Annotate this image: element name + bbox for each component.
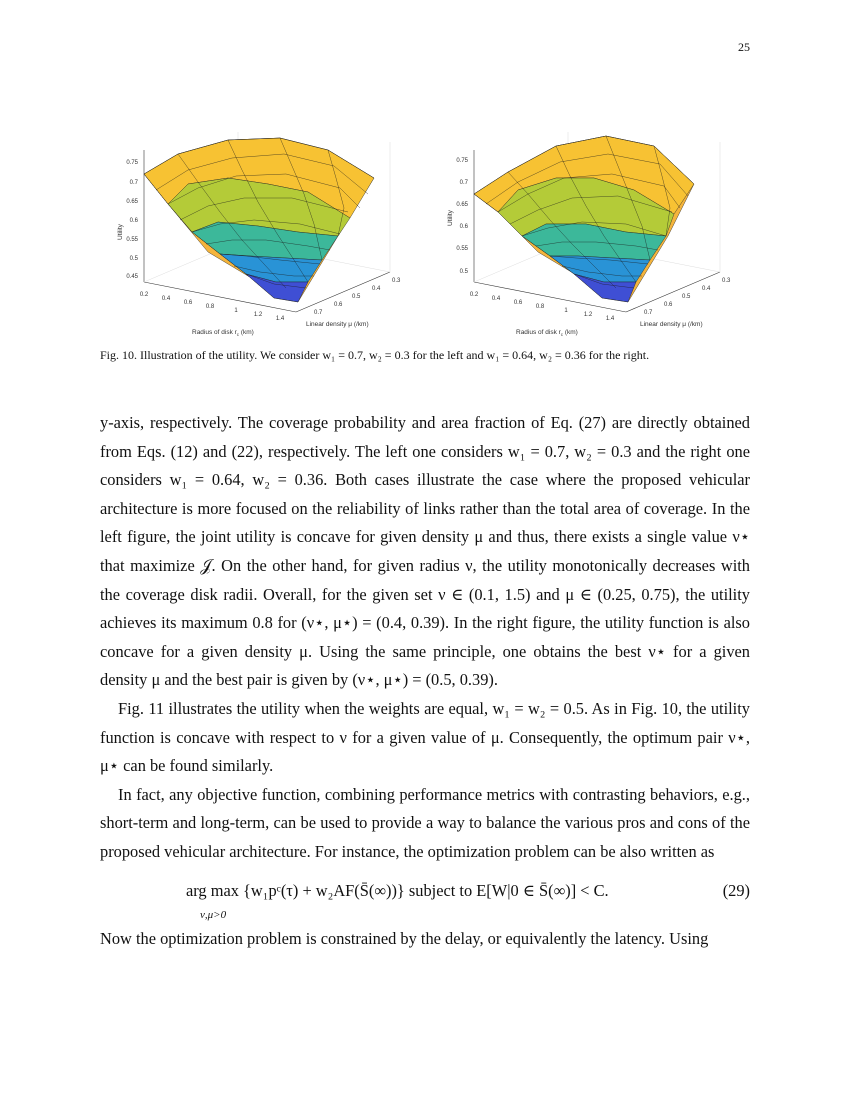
z-tick: 0.6 <box>129 218 138 224</box>
left-y-ticks <box>314 278 401 316</box>
right-surface <box>474 136 694 302</box>
x-tick: 0.4 <box>491 296 501 302</box>
x-tick: 1.2 <box>583 312 593 318</box>
equation-number: (29) <box>722 880 750 900</box>
x-tick: 0.6 <box>183 300 193 306</box>
y-tick: 0.5 <box>682 294 691 300</box>
left-surface <box>144 138 374 302</box>
y-tick: 0.3 <box>392 278 401 284</box>
x-tick: 0.4 <box>161 296 171 302</box>
z-tick: 0.55 <box>456 246 468 252</box>
left-plot-svg <box>108 132 428 344</box>
right-y-ticks <box>644 278 731 316</box>
x-tick: 1.4 <box>275 316 285 322</box>
y-tick: 0.3 <box>722 278 731 284</box>
y-tick: 0.7 <box>314 310 323 316</box>
body-text <box>100 409 750 953</box>
equation-29 <box>100 871 750 923</box>
equation-subscript: ν,μ>0 <box>200 908 227 921</box>
x-tick: 1.4 <box>605 316 615 322</box>
y-tick: 0.6 <box>664 302 673 308</box>
right-surface-plot <box>438 132 758 344</box>
x-tick: 0.6 <box>513 300 523 306</box>
right-plot-svg <box>438 132 758 344</box>
figure-10 <box>108 132 748 344</box>
right-y-label: Linear density μ (/km) <box>640 321 703 328</box>
z-tick: 0.65 <box>126 199 138 205</box>
right-z-label: Utility <box>447 210 454 226</box>
z-tick: 0.6 <box>459 224 468 230</box>
x-tick: 1 <box>564 308 568 314</box>
x-tick: 1 <box>234 308 238 314</box>
y-tick: 0.4 <box>372 286 381 292</box>
right-x-label: Radius of disk $r_c$ (km) <box>516 329 578 337</box>
paragraph: y-axis, respectively. The coverage probability and area fraction of Eq. (27) are directly obtained from Eqs. (12) and (22), respectively. The left one considers w₁ = 0.7, w₂ = 0.3 and the right one considers w₁ = 0.64, w₂ = 0.36. Both cases illustrate the case where the proposed vehicular architecture is more focused on the reliability of links rather than the total area of coverage. In the left figure, the joint utility is concave for given density μ and thus, there exists a single value ν⋆ that maximize 𝒥. On the other hand, for given radius ν, the utility monotonically decreases with the coverage disk radii. Overall, for the given set ν ∈ (0.1, 1.5) and μ ∈ (0.25, 0.75), the utility achieves its maximum 0.8 for (ν⋆, μ⋆) = (0.4, 0.39). In the right figure, the utility function is also concave for a given density μ. Using the same principle, one obtains the best ν⋆ for a given density μ and the best pair is given by (ν⋆, μ⋆) = (0.5, 0.39). <box>100 413 750 690</box>
z-tick: 0.75 <box>126 160 138 166</box>
left-z-ticks <box>126 160 138 280</box>
z-tick: 0.5 <box>459 269 468 275</box>
left-y-label: Linear density μ (/km) <box>306 321 369 328</box>
figure-caption: Fig. 10. Illustration of the utility. We consider w₁ = 0.7, w₂ = 0.3 for the left and w₁ = 0.64, w₂ = 0.36 for the right. <box>100 348 650 362</box>
x-tick: 0.8 <box>205 304 215 310</box>
x-tick: 1.2 <box>253 312 263 318</box>
left-surface-plot <box>108 132 428 344</box>
left-x-ticks <box>140 292 285 322</box>
left-x-label: Radius of disk $r_c$ (km) <box>192 329 254 337</box>
y-tick: 0.7 <box>644 310 653 316</box>
y-tick: 0.5 <box>352 294 361 300</box>
right-x-ticks <box>470 292 615 322</box>
z-tick: 0.7 <box>129 180 138 186</box>
x-tick: 0.2 <box>469 292 479 298</box>
equation-body: arg max {w₁pᶜ(τ) + w₂AF(S̄(∞))} subject to E[W|0 ∈ S̄(∞)] < C. <box>186 880 609 900</box>
y-tick: 0.4 <box>702 286 711 292</box>
paragraph: Fig. 11 illustrates the utility when the weights are equal, w₁ = w₂ = 0.5. As in Fig. 10, the utility function is concave with respect to ν for a given value of μ. Consequently, the optimum pair ν⋆, μ⋆ can be found similarly. <box>100 698 750 776</box>
z-tick: 0.45 <box>126 274 138 280</box>
right-z-ticks <box>456 158 468 275</box>
z-tick: 0.7 <box>459 180 468 186</box>
left-z-label: Utility <box>117 224 124 240</box>
z-tick: 0.5 <box>129 256 138 262</box>
z-tick: 0.55 <box>126 237 138 243</box>
x-tick: 0.2 <box>139 292 149 298</box>
x-tick: 0.8 <box>535 304 545 310</box>
paragraph: Now the optimization problem is constrained by the delay, or equivalently the latency. Using <box>100 928 709 948</box>
page-number: 25 <box>738 40 750 54</box>
y-tick: 0.6 <box>334 302 343 308</box>
z-tick: 0.75 <box>456 158 468 164</box>
paragraph: In fact, any objective function, combining performance metrics with contrasting behaviors, e.g., short-term and long-term, can be used to provide a way to balance the various pros and cons of the proposed vehicular architecture. For instance, the optimization problem can be also written as <box>100 784 750 861</box>
z-tick: 0.65 <box>456 202 468 208</box>
